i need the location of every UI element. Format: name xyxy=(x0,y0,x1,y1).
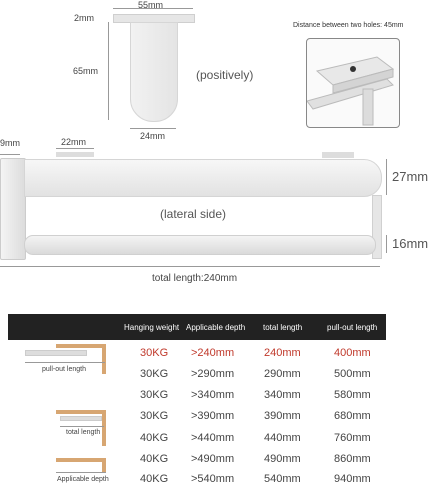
front-view-label: (positively) xyxy=(196,68,254,82)
cell-depth: >440mm xyxy=(191,432,235,444)
cell-weight: 30KG xyxy=(140,389,169,401)
bracket-dimension-line xyxy=(56,148,94,149)
bottom-width-label: 24mm xyxy=(140,131,166,141)
cell-total: 440mm xyxy=(264,432,301,444)
mount-plate-left xyxy=(56,152,94,157)
bracket-body xyxy=(130,22,178,122)
thickness-label: 2mm xyxy=(74,13,94,23)
cell-depth: >290mm xyxy=(191,368,235,380)
table-row xyxy=(0,429,433,449)
cell-pull-out: 940mm xyxy=(334,473,371,485)
table-row xyxy=(0,450,433,470)
total-length-label: total length:240mm xyxy=(152,273,238,284)
table-row xyxy=(0,386,433,406)
cell-depth: >540mm xyxy=(191,473,235,485)
bottom-height-dimension-line xyxy=(386,235,387,253)
upper-rail xyxy=(24,159,382,197)
cell-weight: 40KG xyxy=(140,473,169,485)
lateral-view-label: (lateral side) xyxy=(160,207,227,221)
bracket-width-label: 22mm xyxy=(61,137,87,147)
pull-out-label: pull-out length xyxy=(42,366,86,373)
bottom-height-label: 16mm xyxy=(392,236,429,251)
table-row xyxy=(0,344,433,364)
hole-distance-caption: Distance between two holes: 45mm xyxy=(293,22,404,29)
left-width-label: 9mm xyxy=(0,138,20,148)
cell-depth: >390mm xyxy=(191,410,235,422)
table-row xyxy=(0,365,433,385)
mount-plate-right xyxy=(322,152,354,158)
top-height-dimension-line xyxy=(386,159,387,195)
cell-depth: >490mm xyxy=(191,453,235,465)
cell-pull-out: 580mm xyxy=(334,389,371,401)
cell-total: 290mm xyxy=(264,368,301,380)
header-pull-out-length: pull-out length xyxy=(327,323,378,332)
left-dimension-line xyxy=(0,154,20,155)
cell-total: 540mm xyxy=(264,473,301,485)
cell-weight: 40KG xyxy=(140,453,169,465)
diagram-total-label: total length xyxy=(66,429,101,436)
table-row xyxy=(0,407,433,427)
table-row xyxy=(0,470,433,490)
cell-total: 490mm xyxy=(264,453,301,465)
cell-pull-out: 760mm xyxy=(334,432,371,444)
spec-table-header xyxy=(8,314,386,340)
height-label: 65mm xyxy=(73,66,99,76)
cell-weight: 40KG xyxy=(140,432,169,444)
cell-total: 340mm xyxy=(264,389,301,401)
cell-depth: >240mm xyxy=(191,347,235,359)
detail-bracket-illustration xyxy=(307,39,399,127)
header-total-length: total length xyxy=(263,323,303,332)
cell-pull-out: 500mm xyxy=(334,368,371,380)
cell-pull-out: 400mm xyxy=(334,347,371,359)
top-height-label: 27mm xyxy=(392,169,429,184)
width-label: 55mm xyxy=(138,0,164,10)
cell-total: 390mm xyxy=(264,410,301,422)
cell-pull-out: 860mm xyxy=(334,453,371,465)
header-applicable-depth: Applicable depth xyxy=(186,323,246,332)
cell-total: 240mm xyxy=(264,347,301,359)
header-hanging-weight: Hanging weight xyxy=(124,323,180,332)
cell-weight: 30KG xyxy=(140,347,169,359)
cell-weight: 30KG xyxy=(140,410,169,422)
cell-depth: >340mm xyxy=(191,389,235,401)
total-length-dimension-line xyxy=(0,266,380,267)
cell-weight: 30KG xyxy=(140,368,169,380)
height-dimension-line xyxy=(108,22,109,120)
end-cap xyxy=(0,158,26,260)
hanging-bar xyxy=(24,235,376,255)
depth-label: Applicable depth xyxy=(57,476,109,483)
cell-pull-out: 680mm xyxy=(334,410,371,422)
detail-frame xyxy=(306,38,400,128)
bottom-width-dimension-line xyxy=(130,128,176,129)
